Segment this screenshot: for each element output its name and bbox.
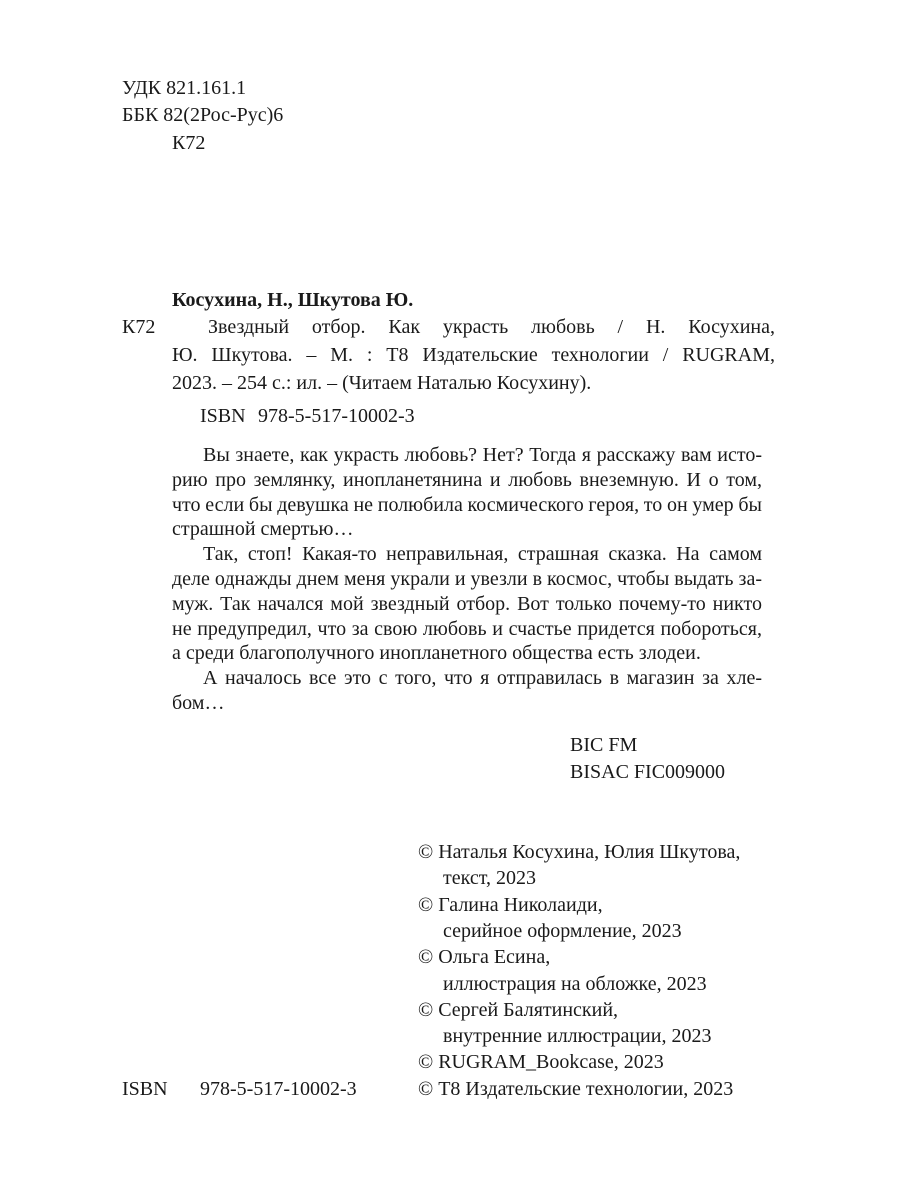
annotation-line: Вы знаете, как украсть любовь? Нет? Тогда я расскажу вам исто- <box>203 444 762 466</box>
copyright-line: © Ольга Есина, <box>418 946 551 968</box>
annotation-line: рию про землянку, инопланетянина и любовь внеземную. И о том, <box>172 469 762 491</box>
record-line: Звездный отбор. Как украсть любовь / Н. Косухина, <box>208 316 775 338</box>
annotation-line: деле однажды днем меня украли и увезли в космос, чтобы выдать за- <box>172 568 762 590</box>
copyright-line: иллюстрация на обложке, 2023 <box>443 973 707 995</box>
record-line: Ю. Шкутова. – М. : Т8 Издательские технологии / RUGRAM, <box>172 344 775 366</box>
annotation-line: а среди благополучного инопланетного общества есть злодеи. <box>172 642 701 664</box>
copyright-line: © Галина Николаиди, <box>418 894 603 916</box>
copyright-line: внутренние иллюстрации, 2023 <box>443 1025 712 1047</box>
footer-isbn-label: ISBN <box>122 1078 168 1100</box>
annotation-line: страшной смертью… <box>172 518 354 540</box>
bic-code: BIC FM <box>570 734 638 756</box>
footer-isbn: 978-5-517-10002-3 <box>200 1078 357 1100</box>
annotation-line: Так, стоп! Какая-то неправильная, страшная сказка. На самом <box>203 543 762 565</box>
record-mark: К72 <box>122 316 156 338</box>
annotation-line: что если бы девушка не полюбила космического героя, то он умер бы <box>172 494 762 516</box>
annotation-line: А началось все это с того, что я отправилась в магазин за хле- <box>203 667 762 689</box>
udk-code: УДК 821.161.1 <box>122 77 247 99</box>
annotation-line: не предупредил, что за свою любовь и счастье придется побороться, <box>172 618 762 640</box>
copyright-line: серийное оформление, 2023 <box>443 920 682 942</box>
copyright-line: © RUGRAM_Bookcase, 2023 <box>418 1051 664 1073</box>
record-authors: Косухина, Н., Шкутова Ю. <box>172 289 414 311</box>
copyright-line: © Т8 Издательские технологии, 2023 <box>418 1078 734 1100</box>
record-line: 2023. – 254 с.: ил. – (Читаем Наталью Косухину). <box>172 372 592 394</box>
bisac-code: BISAC FIC009000 <box>570 761 726 783</box>
record-isbn-label: ISBN <box>200 405 246 427</box>
annotation-line: муж. Так начался мой звездный отбор. Вот только почему-то никто <box>172 593 762 615</box>
copyright-line: текст, 2023 <box>443 867 536 889</box>
copyright-line: © Наталья Косухина, Юлия Шкутова, <box>418 841 741 863</box>
record-isbn: 978-5-517-10002-3 <box>258 405 415 427</box>
copyright-line: © Сергей Балятинский, <box>418 999 619 1021</box>
annotation-line: бом… <box>172 692 225 714</box>
author-mark: К72 <box>172 132 206 154</box>
bbk-code: ББК 82(2Рос-Рус)6 <box>122 104 284 126</box>
